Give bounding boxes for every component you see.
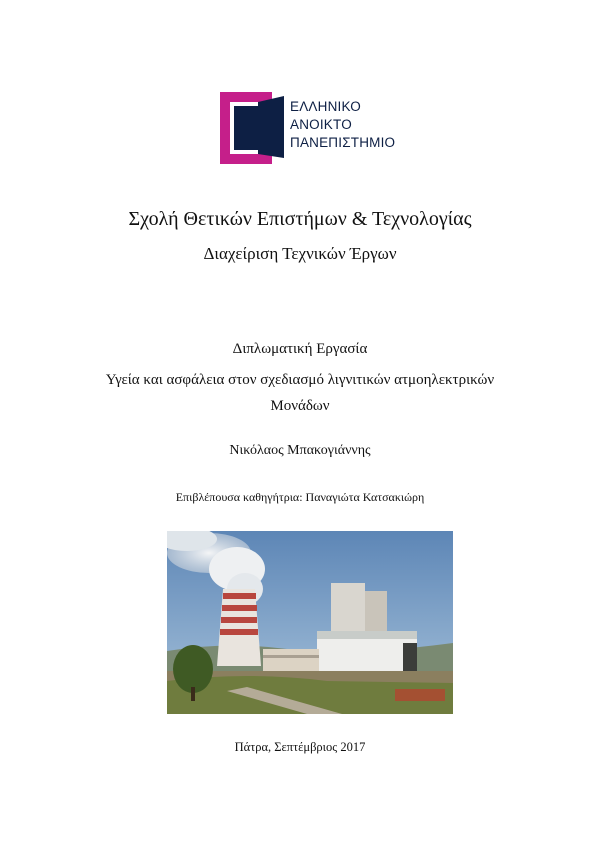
author-name: Νικόλαος Μπακογιάννης (229, 443, 371, 458)
department-name: Διαχείριση Τεχνικών Έργων (203, 244, 397, 263)
date-line: Πάτρα, Σεπτέμβριος 2017 (234, 740, 366, 754)
thesis-title-line-2: Μονάδων (270, 398, 330, 414)
university-name (290, 98, 395, 152)
university-logo-mark (220, 92, 284, 164)
document-type: Διπλωματική Εργασία (232, 341, 368, 357)
supervisor-line: Επιβλέπουσα καθηγήτρια: Παναγιώτα Κατσακιώρη (175, 490, 425, 504)
power-plant-photo (167, 531, 453, 714)
thesis-title-line-1: Υγεία και ασφάλεια στον σχεδιασμό λιγνιτικών ατμοηλεκτρικών (105, 372, 495, 388)
logo-line-2: ΑΝΟΙΚΤΟ (290, 117, 352, 132)
logo-line-1: ΕΛΛΗΝΙΚΟ (290, 99, 361, 114)
university-logo (220, 92, 405, 164)
logo-line-3: ΠΑΝΕΠΙΣΤΗΜΙΟ (290, 135, 396, 150)
school-name: Σχολή Θετικών Επιστήμων & Τεχνολογίας (128, 208, 472, 230)
